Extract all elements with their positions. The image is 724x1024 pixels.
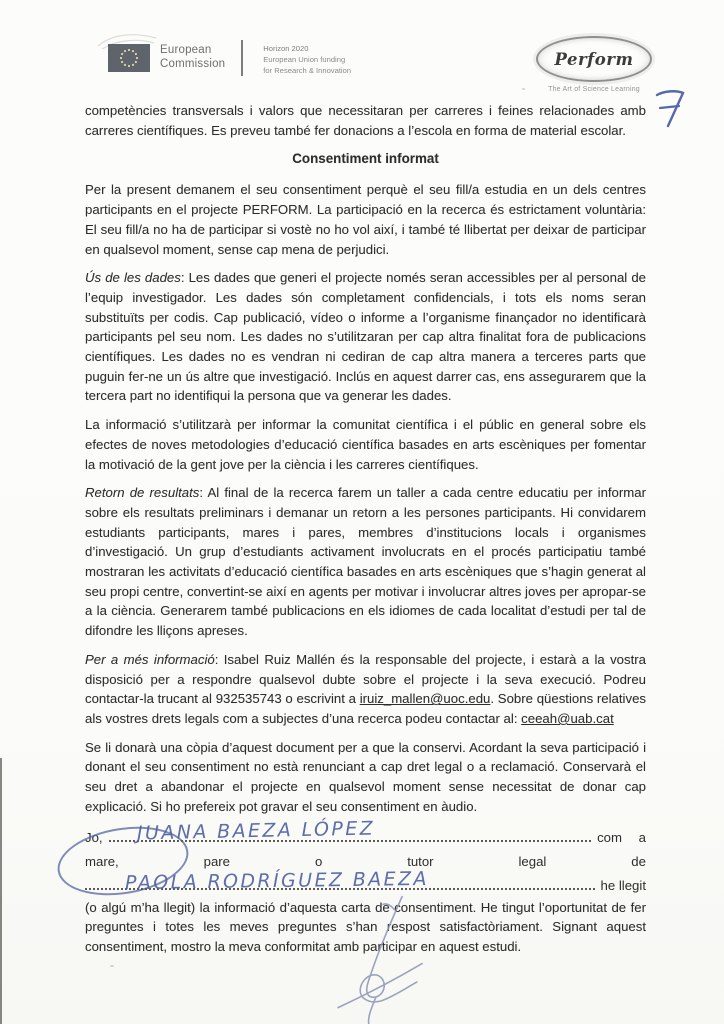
paragraph-copy: Se li donarà una còpia d’aquest document per a que la conservi. Acordant la seva participació i donant el seu consentiment no està renunciant a cap dret legal o a reclamació. Conservarà el seu dret a abandonar el projecte en qualsevol moment sense necessitat de donar cap explicació. Si ho prefereix pot gravar el seu consentiment en àudio. [85, 739, 646, 814]
paragraph-intro: Per la present demanem el seu consentiment perquè el seu fill/a estudia en un dels centres participants en el projecte PERFORM. La participació en la recerca és estrictament voluntària: El seu fill/a no ha de participar si vostè no ho vol així, i també té llibertat per deixar de participar en qualsevol moment, sense cap mena de perjudici. [85, 182, 646, 257]
perform-tagline: The Art of Science Learning [548, 86, 640, 93]
ec-line2: Commission [160, 58, 226, 70]
header-divider [241, 40, 243, 76]
email-link-ceeah: ceeah@uab.cat [521, 710, 614, 726]
email-link-iruiz: iruiz_mallen@uoc.edu [359, 691, 491, 707]
document-title: Consentiment informat [292, 151, 439, 167]
results-return-text: : Al final de la recerca farem un taller a cada centre educatiu per informar sobre els resultats preliminars i demanar un retorn a les persones participants. Hi convidarem estudiants participants, mares i pares, membres d’institucions locals i organismes d’investigació. Un grup d’estudiants activament involucrats en el procés participatiu també mostraran les activitats d’educació científica basades en arts escèniques que s’hagin generat al seu propi centre, convertint-se així en agents per motivar i involucrar altres joves per apropar-se a la ciència. Generarem també publicacions en els idiomes de cada localitat d’estudi per tal de difondre les lliçons apreses. [85, 485, 646, 639]
perform-logo [530, 36, 658, 93]
perform-wordmark: Perform [554, 49, 634, 69]
paragraph-data-use [85, 268, 646, 406]
paragraph-more-info [85, 650, 646, 729]
data-use-text: : Les dades que generi el projecte només seran accessibles per al personal de l’equip investigador. Les dades són completament confidencials, i tots els noms seran substituïts per codis. Cap publicació, vídeo o informe a l’organisme finançador no identificarà participants pel seu nom. Les dades no s’utilitzaran per cap altra finalitat fora de publicacions científiques. Les dades no es vendran ni cediran de cap altra manera a terceres parts que puguin fer-ne un ús altre que investigació. Inclús en aquest darrer cas, ens assegurarem que la tercera part no identifiqui la persona que va generar les dades. [85, 270, 646, 404]
perform-logo-oval [536, 36, 652, 82]
paragraph-results-return [85, 483, 646, 641]
handwritten-guardian-name: JUANA BAEZA LÓPEZ [136, 817, 375, 844]
horizon-line2: European Union funding [263, 55, 346, 64]
european-commission-logo [108, 40, 351, 76]
handwritten-7-glyph [652, 86, 688, 130]
role-o: o [314, 853, 323, 869]
he-llegit-label: he llegit [600, 877, 646, 893]
scan-edge-artifact [0, 758, 2, 1024]
ec-line1: European [160, 44, 212, 57]
guardian-name-dotted-field [109, 817, 591, 844]
jo-label: Jo, [85, 829, 103, 845]
more-info-text-a: : Isabel Ruiz Mallén és la responsable del projecte, i estarà a la vostra disposició per a respondre qualsevol dubte sobre el projecte i la seva execució. Podreu contactar-la trucant al 932535743 o escrivint a [85, 651, 647, 707]
handwritten-signature [320, 883, 467, 1024]
more-info-lead: Per a més informació [85, 651, 215, 667]
paragraph-continuation: competències transversals i valors que necessitaran per carreres i feines relacionades amb carreres científiques. Es preveu també fer donacions a l’escola en forma de material escolar. [85, 103, 646, 138]
guardian-name-line [85, 817, 646, 850]
european-commission-label [160, 44, 225, 71]
horizon-line1: Horizon 2020 [263, 44, 309, 53]
results-return-lead: Retorn de resultats [85, 485, 200, 501]
scan-speck [522, 88, 525, 90]
role-pare: pare [203, 853, 231, 869]
document-body [85, 101, 646, 966]
data-use-lead: Ús de les dades [85, 270, 181, 286]
horizon-line3: for Research & Innovation [263, 66, 352, 75]
more-info-text-b: . Sobre qüestions relatives als vostres drets legals com a subjectes d’una recerca podeu contactar al: [85, 691, 646, 726]
document-header [108, 40, 658, 93]
paragraph-closing: (o algú m’ha llegit) la informació d’aquesta carta de consentiment. He tingut l’oportunitat de fer preguntes i totes les meves preguntes s’han respost satisfactòriament. Signant aquest consentiment, mostro la meva conformitat amb participar en aquest estudi. [85, 899, 646, 954]
eu-flag-icon [108, 44, 150, 72]
paragraph-info-use: La informació s’utilitzarà per informar la comunitat científica i el públic en general sobre els efectes de noves metodologies d’educació científica basades en arts escèniques per fomentar la motivació de la gent jove per la ciència i les carreres científiques. [85, 417, 646, 472]
handwritten-page-number [652, 86, 688, 135]
role-tutor: tutor [407, 853, 434, 869]
role-legal: legal [518, 853, 547, 869]
horizon-2020-label [263, 40, 351, 76]
handwritten-child-name: PAOLA RODRÍGUEZ BAEZA [124, 867, 429, 894]
role-de: de [631, 853, 646, 869]
role-mare: mare, [85, 853, 119, 869]
scan-speck [110, 965, 114, 967]
com-a-label: com a [597, 829, 646, 845]
signature-scribble-icon [320, 883, 466, 1024]
